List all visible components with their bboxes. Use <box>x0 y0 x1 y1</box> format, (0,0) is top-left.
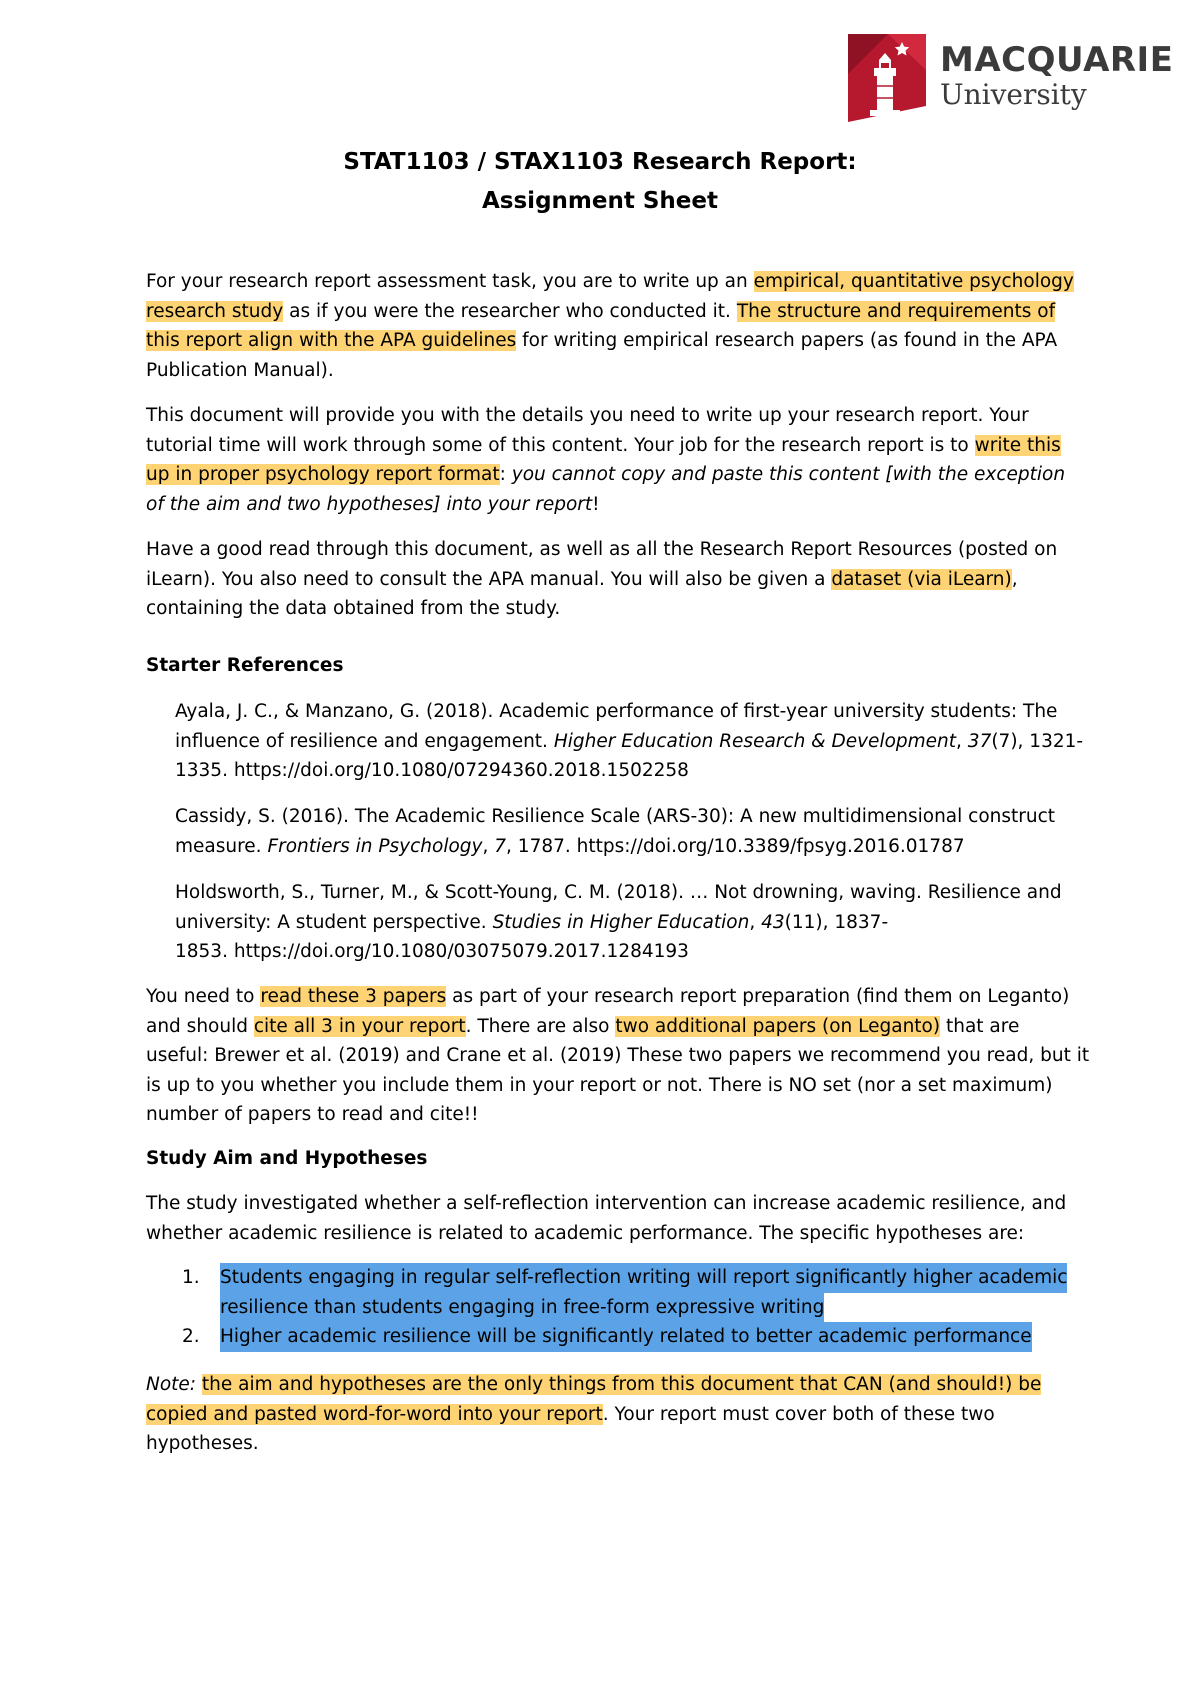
logo-subtitle: University <box>940 78 1087 111</box>
reference-2: Cassidy, S. (2016). The Academic Resilience Scale (ARS-30): A new multidimensional construct measure. Frontiers in Psychology, 7, 1787. https://doi.org/10.3389/fpsyg.2016.01787 <box>175 806 1056 857</box>
papers-paragraph: You need to read these 3 papers as part of your research report preparation (find them on Leganto) and should cite all 3 in your report. There are also two additional papers (on Leganto) that are useful: Brewer et al. (2019) and Crane et al. (2019) These two papers we recommend you read, but it is up to you whether you include them in your report or not. There is NO set (nor a set maximum) number of papers to read and cite!! <box>146 986 1090 1125</box>
page-title: STAT1103 / STAX1103 Research Report: <box>343 149 857 175</box>
note-paragraph: Note: the aim and hypotheses are the only things from this document that CAN (and should!) be copied and pasted word-for-word into your report. Your report must cover both of these two hypotheses. <box>146 1374 1042 1454</box>
highlight: two additional papers (on Leganto) <box>615 1015 941 1037</box>
aims-heading: Study Aim and Hypotheses <box>146 1148 428 1169</box>
university-logo <box>848 34 1174 122</box>
page-subtitle: Assignment Sheet <box>482 188 718 214</box>
list-item-continuation <box>146 1293 1086 1323</box>
list-item: 1. Students engaging in regular self-reflection writing will report significantly higher academic <box>146 1263 1086 1293</box>
highlight: write this <box>974 434 1061 456</box>
highlight-blue: Students engaging in regular self-reflection writing will report significantly higher academic <box>220 1263 1067 1293</box>
highlight: the aim and hypotheses are the only things from this document that CAN (and should!) be <box>201 1374 1042 1395</box>
highlight: The structure and requirements of <box>736 300 1056 322</box>
highlight: empirical, quantitative psychology <box>753 271 1074 292</box>
highlight: up in proper psychology report format <box>146 464 500 485</box>
aims-paragraph: The study investigated whether a self-reflection intervention can increase academic resilience, and whether academic resilience is related to academic performance. The specific hypotheses are: <box>146 1193 1067 1244</box>
highlight: read these 3 papers <box>260 986 447 1007</box>
highlight-blue: resilience than students engaging in free-form expressive writing <box>220 1293 824 1323</box>
highlight: this report align with the APA guidelines <box>146 330 517 351</box>
references-heading: Starter References <box>146 655 344 676</box>
highlight: dataset (via iLearn) <box>831 568 1012 590</box>
lighthouse-shield-icon <box>848 34 926 122</box>
highlight: copied and pasted word-for-word into your report <box>146 1403 603 1425</box>
intro-paragraph-2: This document will provide you with the details you need to write up your research report. Your tutorial time will work through some of this content. Your job for the research report is to write this up in proper psychology report format: you cannot copy and paste this content [with the exception of the aim and two hypotheses] into your report! <box>146 405 1066 515</box>
reference-3: Holdsworth, S., Turner, M., & Scott-Young, C. M. (2018). … Not drowning, waving. Resilience and university: A student perspective. Studies in Higher Education, 43(11), 1837- 1853. https://doi.org/10.1080/03075079.2017.1284193 <box>175 882 1062 962</box>
intro-paragraph-1: For your research report assessment task, you are to write up an empirical, quantitative psychology research study as if you were the researcher who conducted it. The structure and requirements of this report align with the APA guidelines for writing empirical research papers (as found in the APA Publication Manual). <box>146 271 1074 381</box>
logo-name: MACQUARIE <box>940 40 1174 80</box>
highlight-blue: Higher academic resilience will be significantly related to better academic performance <box>220 1322 1032 1352</box>
hypotheses-list <box>146 1263 1086 1352</box>
list-item: 2. Higher academic resilience will be significantly related to better academic performance <box>146 1322 1086 1352</box>
reference-1: Ayala, J. C., & Manzano, G. (2018). Academic performance of first-year university students: The influence of resilience and engagement. Higher Education Research & Development, 37(7), 1321- 1335. https://doi.org/10.1080/07294360.2018.1502258 <box>175 701 1084 781</box>
highlight: cite all 3 in your report <box>253 1015 466 1037</box>
highlight: research study <box>146 300 284 322</box>
intro-paragraph-3: Have a good read through this document, as well as all the Research Report Resources (posted on iLearn). You also need to consult the APA manual. You will also be given a dataset (via iLearn), containing the data obtained from the study. <box>146 539 1058 619</box>
